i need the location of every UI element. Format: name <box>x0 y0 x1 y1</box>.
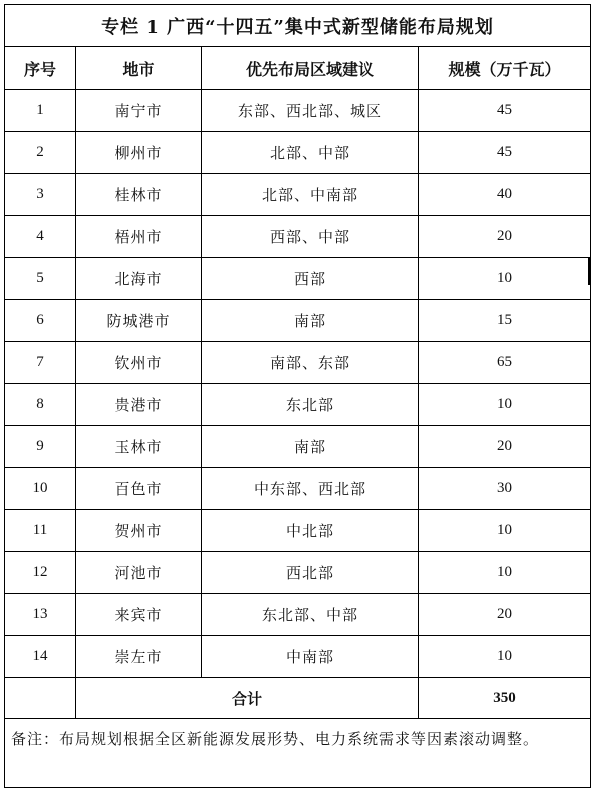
row-region: 西部、中部 <box>202 216 419 258</box>
table-row <box>5 636 591 678</box>
edge-mark <box>588 257 590 285</box>
total-row <box>5 678 591 719</box>
row-index: 8 <box>5 384 76 426</box>
header-index: 序号 <box>5 47 76 90</box>
planning-table-container <box>4 4 590 788</box>
table-row <box>5 510 591 552</box>
row-region: 西部 <box>202 258 419 300</box>
header-city: 地市 <box>76 47 202 90</box>
row-region: 北部、中部 <box>202 132 419 174</box>
row-scale: 20 <box>419 594 591 636</box>
row-city: 北海市 <box>76 258 202 300</box>
row-region: 东部、西北部、城区 <box>202 90 419 132</box>
row-index: 9 <box>5 426 76 468</box>
row-scale: 20 <box>419 426 591 468</box>
row-index: 2 <box>5 132 76 174</box>
row-scale: 10 <box>419 384 591 426</box>
row-city: 百色市 <box>76 468 202 510</box>
row-scale: 30 <box>419 468 591 510</box>
row-region: 西北部 <box>202 552 419 594</box>
table-body <box>5 90 591 678</box>
row-index: 3 <box>5 174 76 216</box>
row-index: 7 <box>5 342 76 384</box>
row-index: 12 <box>5 552 76 594</box>
row-city: 钦州市 <box>76 342 202 384</box>
row-scale: 65 <box>419 342 591 384</box>
row-index: 13 <box>5 594 76 636</box>
row-region: 南部 <box>202 300 419 342</box>
storage-layout-table <box>4 4 591 788</box>
total-label: 合计 <box>76 678 419 719</box>
table-row <box>5 258 591 300</box>
row-scale: 45 <box>419 90 591 132</box>
total-blank-cell <box>5 678 76 719</box>
table-row <box>5 468 591 510</box>
row-city: 梧州市 <box>76 216 202 258</box>
table-row <box>5 300 591 342</box>
table-row <box>5 174 591 216</box>
row-index: 6 <box>5 300 76 342</box>
row-region: 东北部 <box>202 384 419 426</box>
row-scale: 15 <box>419 300 591 342</box>
row-city: 防城港市 <box>76 300 202 342</box>
row-index: 5 <box>5 258 76 300</box>
table-row <box>5 594 591 636</box>
table-title: 专栏 1 广西“十四五”集中式新型储能布局规划 <box>5 5 591 47</box>
row-index: 1 <box>5 90 76 132</box>
row-city: 南宁市 <box>76 90 202 132</box>
table-row <box>5 132 591 174</box>
row-city: 桂林市 <box>76 174 202 216</box>
row-region: 中东部、西北部 <box>202 468 419 510</box>
table-row <box>5 426 591 468</box>
row-scale: 10 <box>419 552 591 594</box>
table-header-row <box>5 47 591 90</box>
header-region: 优先布局区域建议 <box>202 47 419 90</box>
row-scale: 40 <box>419 174 591 216</box>
row-index: 10 <box>5 468 76 510</box>
row-index: 4 <box>5 216 76 258</box>
row-city: 柳州市 <box>76 132 202 174</box>
table-row <box>5 90 591 132</box>
table-note: 备注：布局规划根据全区新能源发展形势、电力系统需求等因素滚动调整。 <box>5 719 591 788</box>
row-city: 崇左市 <box>76 636 202 678</box>
table-row <box>5 342 591 384</box>
row-region: 东北部、中部 <box>202 594 419 636</box>
header-scale: 规模（万千瓦） <box>419 47 591 90</box>
row-scale: 10 <box>419 258 591 300</box>
row-city: 玉林市 <box>76 426 202 468</box>
row-index: 14 <box>5 636 76 678</box>
row-city: 来宾市 <box>76 594 202 636</box>
row-city: 贺州市 <box>76 510 202 552</box>
row-index: 11 <box>5 510 76 552</box>
row-city: 河池市 <box>76 552 202 594</box>
row-scale: 20 <box>419 216 591 258</box>
table-row <box>5 552 591 594</box>
row-scale: 10 <box>419 510 591 552</box>
total-value: 350 <box>419 678 591 719</box>
row-scale: 45 <box>419 132 591 174</box>
row-region: 中北部 <box>202 510 419 552</box>
row-region: 南部、东部 <box>202 342 419 384</box>
row-city: 贵港市 <box>76 384 202 426</box>
table-row <box>5 216 591 258</box>
row-region: 中南部 <box>202 636 419 678</box>
table-row <box>5 384 591 426</box>
row-region: 南部 <box>202 426 419 468</box>
row-scale: 10 <box>419 636 591 678</box>
row-region: 北部、中南部 <box>202 174 419 216</box>
